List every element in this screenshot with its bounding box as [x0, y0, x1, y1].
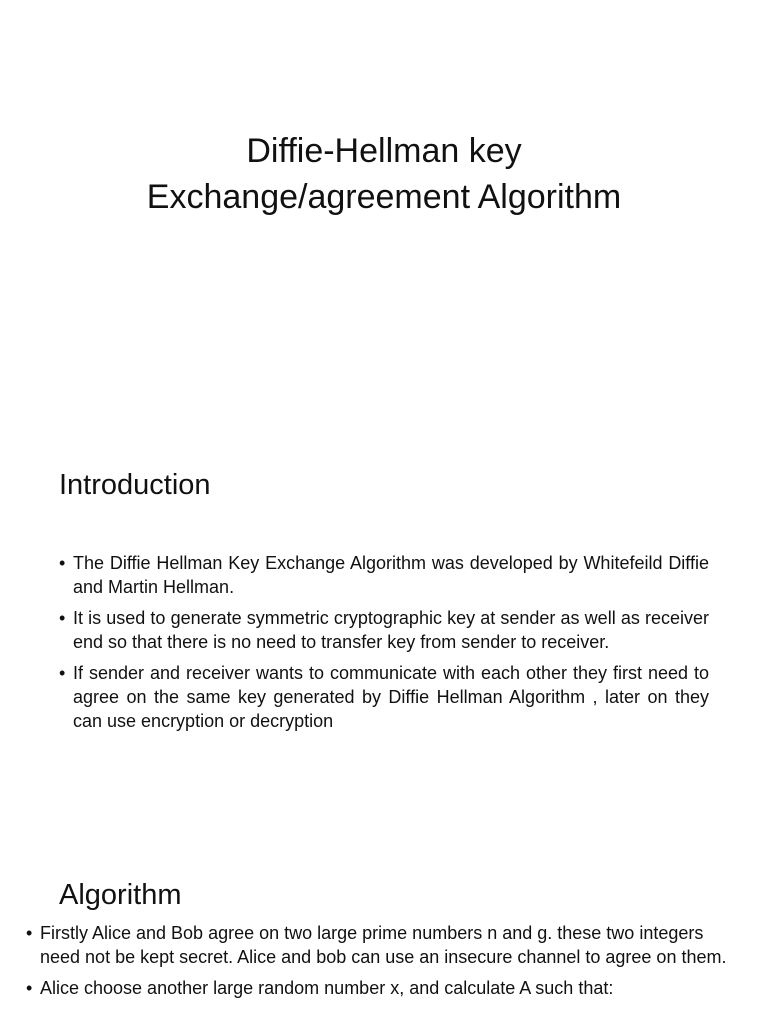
introduction-bullet-list — [59, 551, 709, 740]
algorithm-bullet-list — [26, 921, 742, 1007]
title-line-2: Exchange/agreement Algorithm — [146, 178, 622, 216]
algorithm-heading: Algorithm — [59, 879, 182, 911]
bullet-text: Alice choose another large random number x, and calculate A such that: — [40, 978, 614, 998]
introduction-heading: Introduction — [59, 469, 211, 501]
bullet-text: If sender and receiver wants to communicate with each other they first need to agree on the same key generated by Diffie Hellman Algorithm , later on they can use encryption or decryption — [73, 663, 709, 731]
bullet-icon: • — [59, 608, 66, 628]
title-line-1: Diffie-Hellman key — [246, 132, 522, 170]
bullet-icon: • — [59, 663, 66, 683]
list-item — [26, 976, 742, 1000]
bullet-icon: • — [59, 553, 66, 573]
bullet-text: It is used to generate symmetric cryptographic key at sender as well as receiver end so that there is no need to transfer key from sender to receiver. — [73, 608, 709, 652]
list-item — [59, 606, 709, 654]
bullet-icon: • — [26, 978, 33, 998]
list-item — [26, 921, 742, 969]
slide-title — [0, 128, 768, 220]
bullet-text: Firstly Alice and Bob agree on two large prime numbers n and g. these two integers need not be kept secret. Alice and bob can use an insecure channel to agree on them. — [40, 923, 727, 967]
list-item — [59, 661, 709, 733]
bullet-text: The Diffie Hellman Key Exchange Algorithm was developed by Whitefeild Diffie and Martin Hellman. — [73, 553, 709, 597]
list-item — [59, 551, 709, 599]
bullet-icon: • — [26, 923, 33, 943]
